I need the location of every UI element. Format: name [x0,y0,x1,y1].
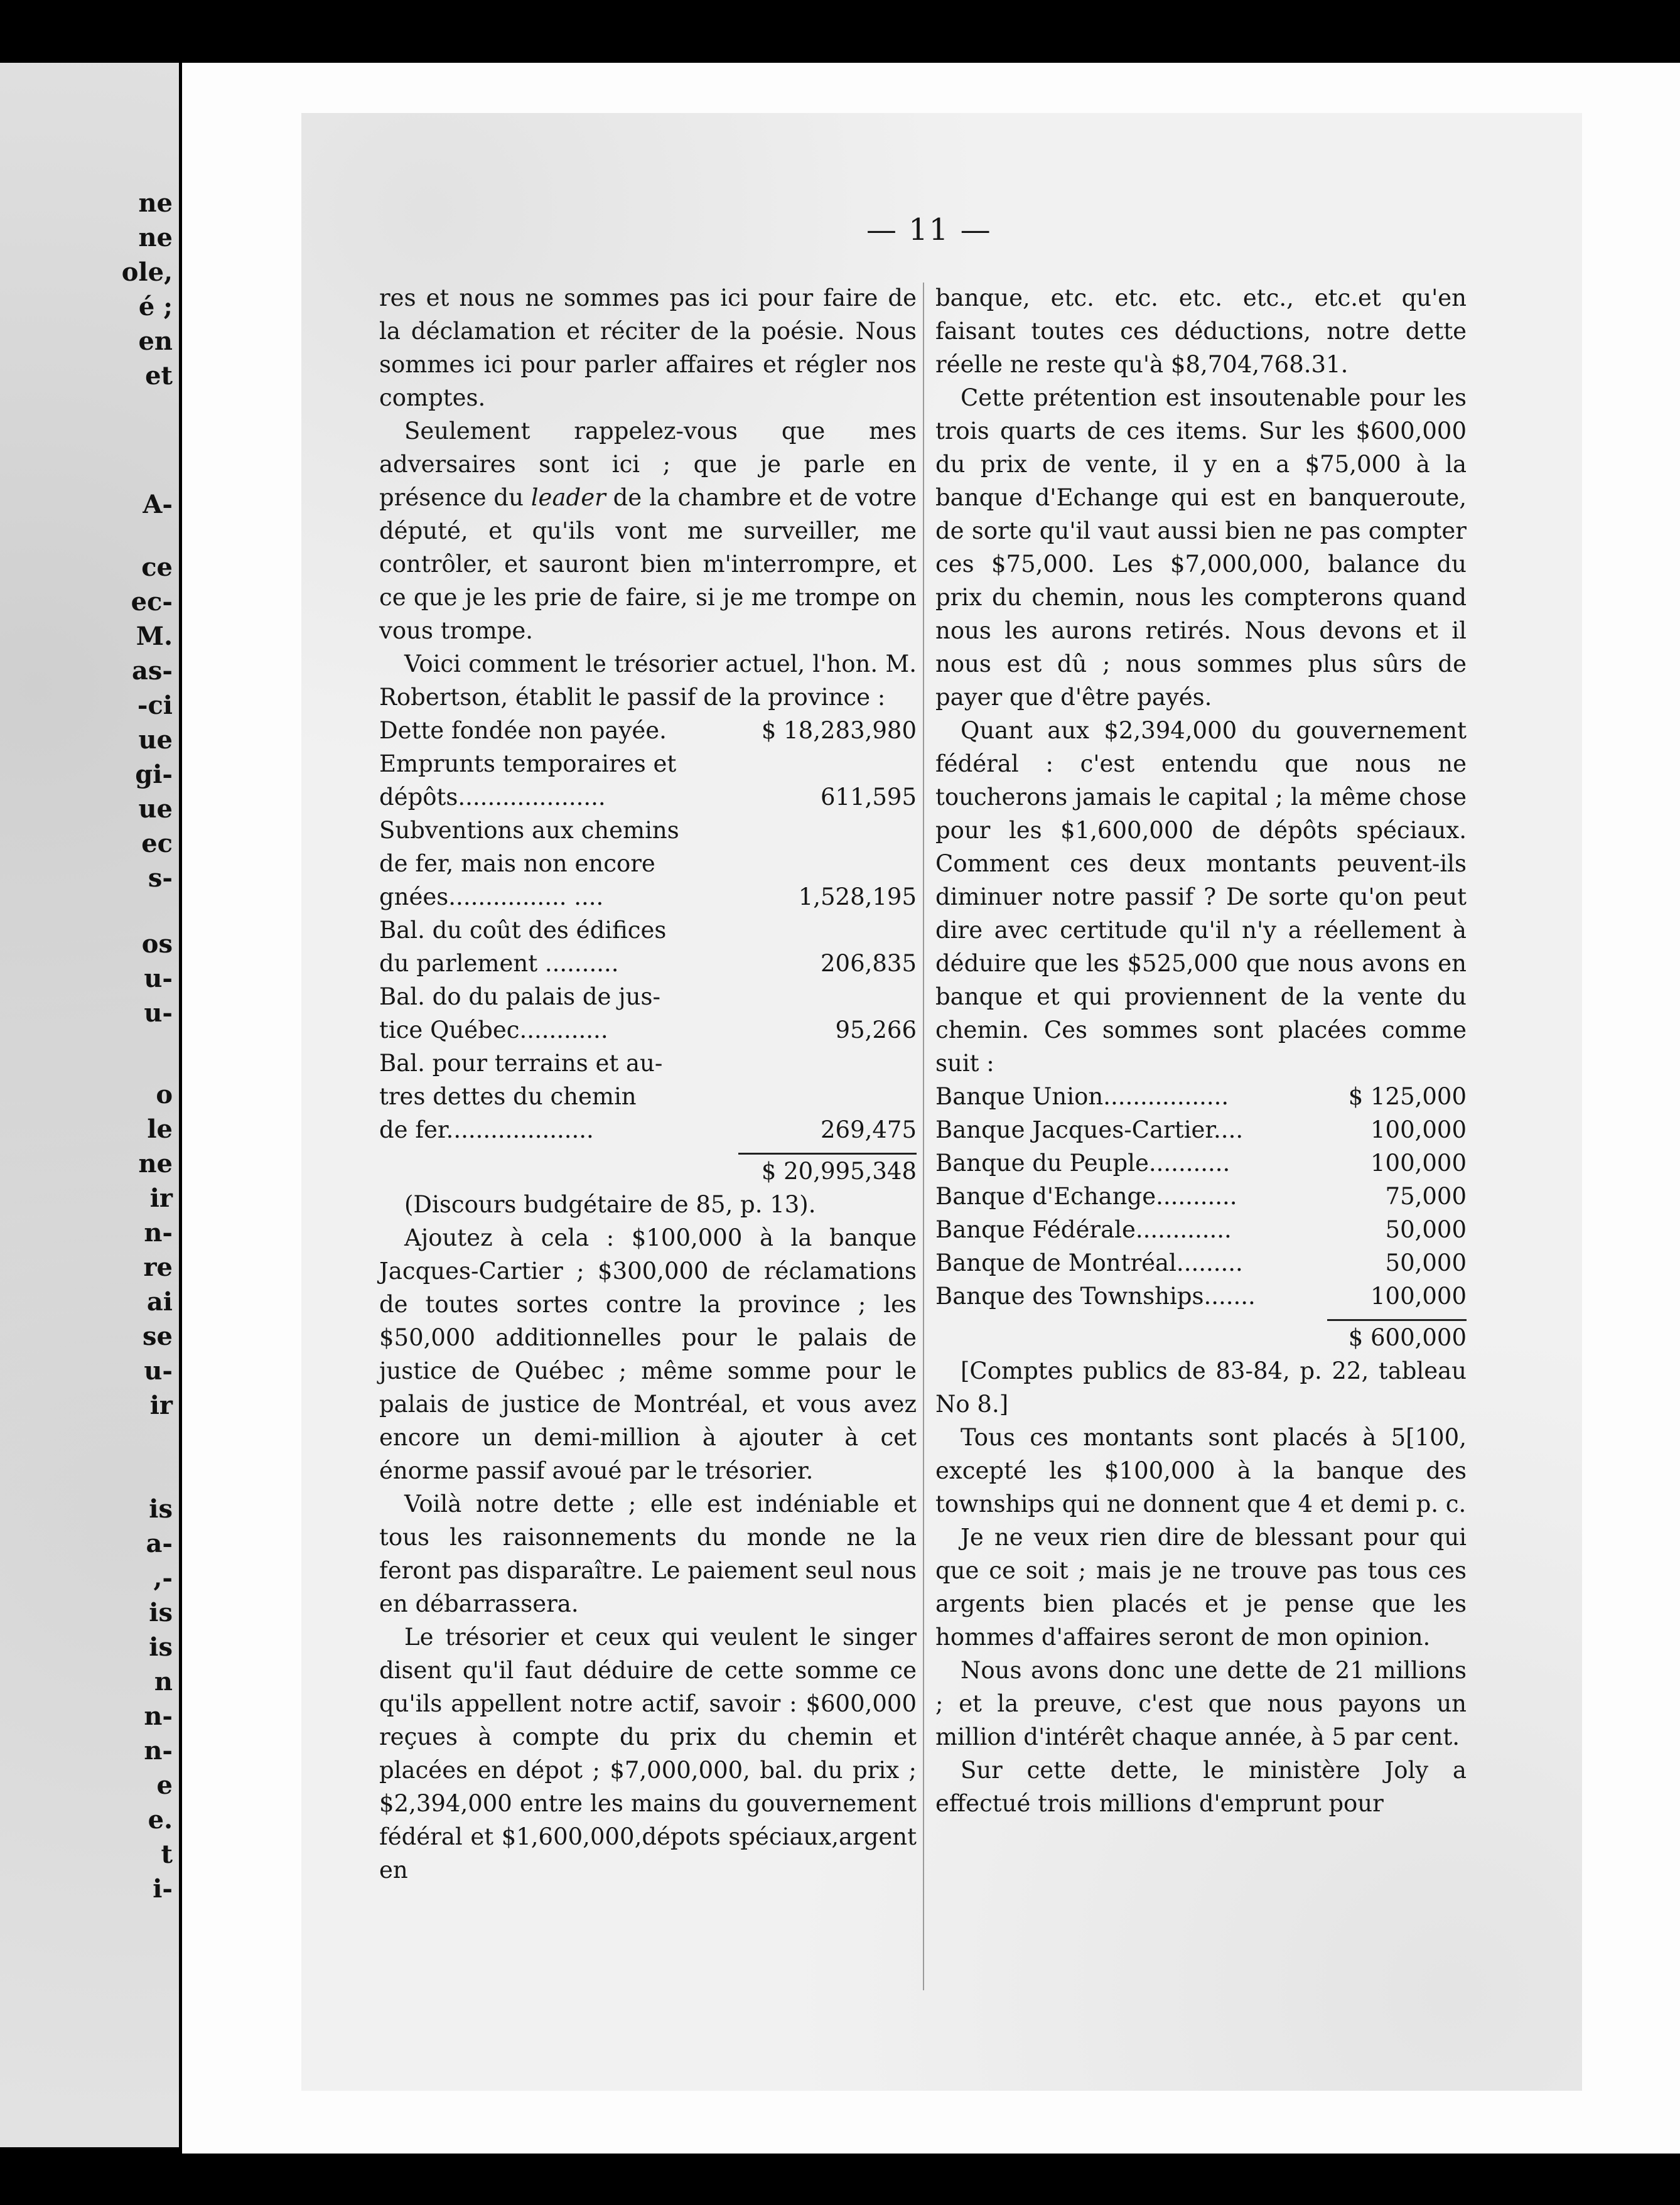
ledger-item: Emprunts temporaires et [379,750,677,777]
facing-page-fragment: ce [141,553,173,582]
facing-page-fragment: ole, [121,257,173,287]
bank-name: Banque des Townships....... [935,1283,1256,1310]
facing-page-fragment: ne [138,1149,173,1178]
ledger-row [379,1113,917,1146]
facing-page-fragment: is [149,1632,173,1662]
facing-page-fragment: ir [149,1391,173,1420]
ledger-amount: 611,595 [820,784,917,811]
leader-word: leader [530,484,606,511]
column-divider [923,283,924,1990]
ledger-item: Dette fondée non payée. [379,717,667,744]
facing-page-fragment: s- [148,863,173,893]
facing-page-fragment: n- [144,1736,173,1766]
facing-page-fragment: -ci [137,691,173,720]
paragraph-text: de la chambre et de votre député, et qu'ils vont me surveiller, me contrôler, et sauront bien m'interrompre, et ce que je les prie de faire, si je me trompe on vous trompe. [379,484,917,644]
ledger-item: Bal. du coût des édifices [379,917,667,944]
bank-row [935,1213,1467,1246]
facing-page-fragment: as- [131,656,173,686]
banks-total: $ 600,000 [1348,1324,1467,1351]
paragraph: [Comptes publics de 83-84, p. 22, tableau No 8.] [935,1357,1467,1418]
ledger-amount [738,1080,917,1113]
bank-row [935,1246,1467,1280]
bank-name: Banque d'Echange........... [935,1183,1237,1210]
paragraph: Tous ces montants sont placés à 5[100, excepté les $100,000 à la banque des townships qui ne donnent que 4 et demi p. c. [935,1424,1467,1518]
facing-page-fragment: i- [153,1874,173,1904]
facing-page-fragment: t [161,1840,173,1869]
bank-amount: 50,000 [1385,1249,1467,1276]
paragraph: Cette prétention est insoutenable pour les trois quarts de ces items. Sur les $600,000 du prix de vente, il y en a $75,000 à la banque d'Echange qui est en banqueroute, de sorte qu'il vaut aussi bien ne pas compter ces $75,000. Les $7,000,000, balance du prix du chemin, nous les compterons quand nous les aurons retirés. Nous devons et il nous est dû ; nous sommes plus sûrs de payer que d'être payés. [935,384,1467,711]
ledger-row [379,947,917,980]
ledger-row [379,880,917,914]
ledger-row [379,847,917,880]
paragraph: Le trésorier et ceux qui veulent le singer disent qu'il faut déduire de cette somme ce qu'ils appellent notre actif, savoir : $600,000 reçues à compte du prix du chemin et placées en dépot ; $7,000,000, bal. du prix ; $2,394,000 entre les mains du gouvernement fédéral et $1,600,000,dépots spéciaux,argent en [379,1624,917,1884]
facing-page-fragment: n [154,1667,173,1696]
ledger-row [379,980,917,1013]
facing-page-fragment: M. [136,622,173,651]
ledger-amount: 1,528,195 [798,883,917,910]
paragraph: res et nous ne sommes pas ici pour faire de la déclamation et réciter de la poésie. Nous sommes ici pour parler affaires et régler nos comptes. [379,284,917,411]
paragraph [379,414,917,647]
facing-page-fragment: u- [144,998,173,1028]
facing-page-fragment: os [141,929,173,959]
ledger-amount [738,747,917,780]
facing-page-fragment: ne [138,223,173,252]
facing-page-fragment: is [149,1494,173,1524]
facing-page-fragment: ,- [153,1563,173,1593]
facing-page-fragment: n- [144,1218,173,1248]
facing-page-fragment: n- [144,1701,173,1731]
facing-page-fragment: re [143,1253,173,1282]
paragraph: (Discours budgétaire de 85, p. 13). [404,1191,816,1218]
left-column [379,281,917,1887]
paragraph: Nous avons donc une dette de 21 millions ; et la preuve, c'est que nous payons un million d'intérêt chaque année, à 5 par cent. [935,1657,1467,1750]
ledger-item-continued: tice Québec............ [379,1016,608,1043]
bank-amount: 50,000 [1385,1216,1467,1243]
ledger-item-continued: dépôts.................... [379,784,606,811]
facing-page-fragment: ue [138,794,173,824]
liabilities-ledger [379,714,917,1188]
facing-page-fragment: gi- [135,760,173,789]
ledger-item: Subventions aux chemins [379,817,679,844]
facing-page-fragment: is [149,1598,173,1627]
banks-rule [1327,1313,1467,1320]
ledger-row [379,714,917,747]
facing-page-fragment: ir [149,1183,173,1213]
facing-page-fragment: se [143,1322,173,1351]
ledger-item-continued: gnées................ .... [379,883,604,910]
paragraph-text: Seulement rappelez-vous que mes adversaires sont ici ; que je parle en présence du [379,418,917,511]
bank-name: Banque du Peuple........... [935,1150,1230,1177]
paragraph: Sur cette dette, le ministère Joly a effectué trois millions d'emprunt pour [935,1757,1467,1817]
ledger-amount: 206,835 [820,950,917,977]
paragraph: Je ne veux rien dire de blessant pour qui que ce soit ; mais je ne trouve pas tous ces argents bien placés et je pense que les hommes d'affaires seront de mon opinion. [935,1524,1467,1651]
bank-name: Banque de Montréal......... [935,1249,1243,1276]
bank-row [935,1113,1467,1146]
ledger-row [379,780,917,814]
ledger-amount [738,914,917,947]
facing-page-fragment: ai [146,1287,173,1317]
facing-page-fragment: e [156,1771,173,1800]
paragraph: Voilà notre dette ; elle est indéniable et tous les raisonnements du monde ne la feront pas disparaître. Le paiement seul nous en débarrassera. [379,1491,917,1617]
paragraph: banque, etc. etc. etc. etc., etc.et qu'en faisant toutes ces déductions, notre dette réelle ne reste qu'à $8,704,768.31. [935,284,1467,378]
facing-page-edge [0,63,179,2147]
bank-name: Banque Fédérale............. [935,1216,1232,1243]
bank-name: Banque Union................. [935,1083,1229,1110]
facing-page-fragment: le [147,1114,173,1144]
ledger-row [379,1047,917,1080]
facing-page-fragment: et [145,361,173,391]
facing-page-fragment: a- [146,1529,173,1558]
ledger-row [379,1080,917,1113]
ledger-amount [738,814,917,847]
facing-page-fragment: e. [148,1805,173,1835]
facing-page-fragment: en [138,326,173,356]
bank-amount: 100,000 [1370,1283,1467,1310]
bank-row [935,1080,1467,1113]
bank-amount: 100,000 [1370,1116,1467,1143]
paragraph: Ajoutez à cela : $100,000 à la banque Jacques-Cartier ; $300,000 de réclamations de toutes sortes contre la province ; les $50,000 additionnelles pour le palais de justice de Québec ; même somme pour le palais de justice de Montréal, et vous avez encore un demi-million à ajouter à cet énorme passif avoué par le trésorier. [379,1224,917,1484]
ledger-item-continued: tres dettes du chemin [379,1083,637,1110]
ledger-row [379,747,917,780]
facing-page-fragment: ec- [131,587,173,617]
ledger-row [379,914,917,947]
ledger-amount [738,980,917,1013]
ledger-amount [738,1047,917,1080]
ledger-total: $ 20,995,348 [761,1158,917,1185]
ledger-item-continued: du parlement .......... [379,950,619,977]
ledger-amount [738,847,917,880]
ledger-rule [738,1146,917,1154]
facing-page-fragment: o [156,1080,173,1109]
ledger-item-continued: de fer.................... [379,1116,594,1143]
facing-page-fragment: ue [138,725,173,755]
facing-page-fragment: u- [144,1356,173,1386]
page-number: — 11 — [866,212,992,247]
ledger-amount: $ 18,283,980 [761,717,917,744]
ledger-item: Bal. pour terrains et au- [379,1050,663,1077]
bank-row [935,1180,1467,1213]
right-column [935,281,1467,1820]
bank-amount: 75,000 [1385,1183,1467,1210]
paragraph: Voici comment le trésorier actuel, l'hon. M. Robertson, établit le passif de la province : [379,650,917,711]
facing-page-fragment: u- [144,964,173,993]
bank-row [935,1280,1467,1313]
facing-page-fragment: A- [143,490,173,519]
ledger-amount: 95,266 [835,1016,917,1043]
bank-name: Banque Jacques-Cartier.... [935,1116,1244,1143]
facing-page-fragment: é ; [138,292,173,321]
bank-row [935,1146,1467,1180]
ledger-item-continued: de fer, mais non encore [379,850,655,877]
paragraph: Quant aux $2,394,000 du gouvernement fédéral : c'est entendu que nous ne toucherons jamais le capital ; la même chose pour les $1,600,000 de dépôts spéciaux. Comment ces deux montants peuvent-ils diminuer notre passif ? De sorte qu'on peut dire avec certitude qu'il n'y a réellement à déduire que les $525,000 que nous avons en banque et qui proviennent de la vente du chemin. Ces sommes sont placées comme suit : [935,717,1467,1077]
ledger-amount: 269,475 [820,1116,917,1143]
banks-ledger [935,1080,1467,1354]
ledger-row [379,1013,917,1047]
facing-page-fragment: ne [138,188,173,218]
facing-page-fragment: ec [141,829,173,858]
bank-amount: $ 125,000 [1348,1083,1467,1110]
ledger-row [379,814,917,847]
bank-amount: 100,000 [1370,1150,1467,1177]
ledger-item: Bal. do du palais de jus- [379,983,660,1010]
